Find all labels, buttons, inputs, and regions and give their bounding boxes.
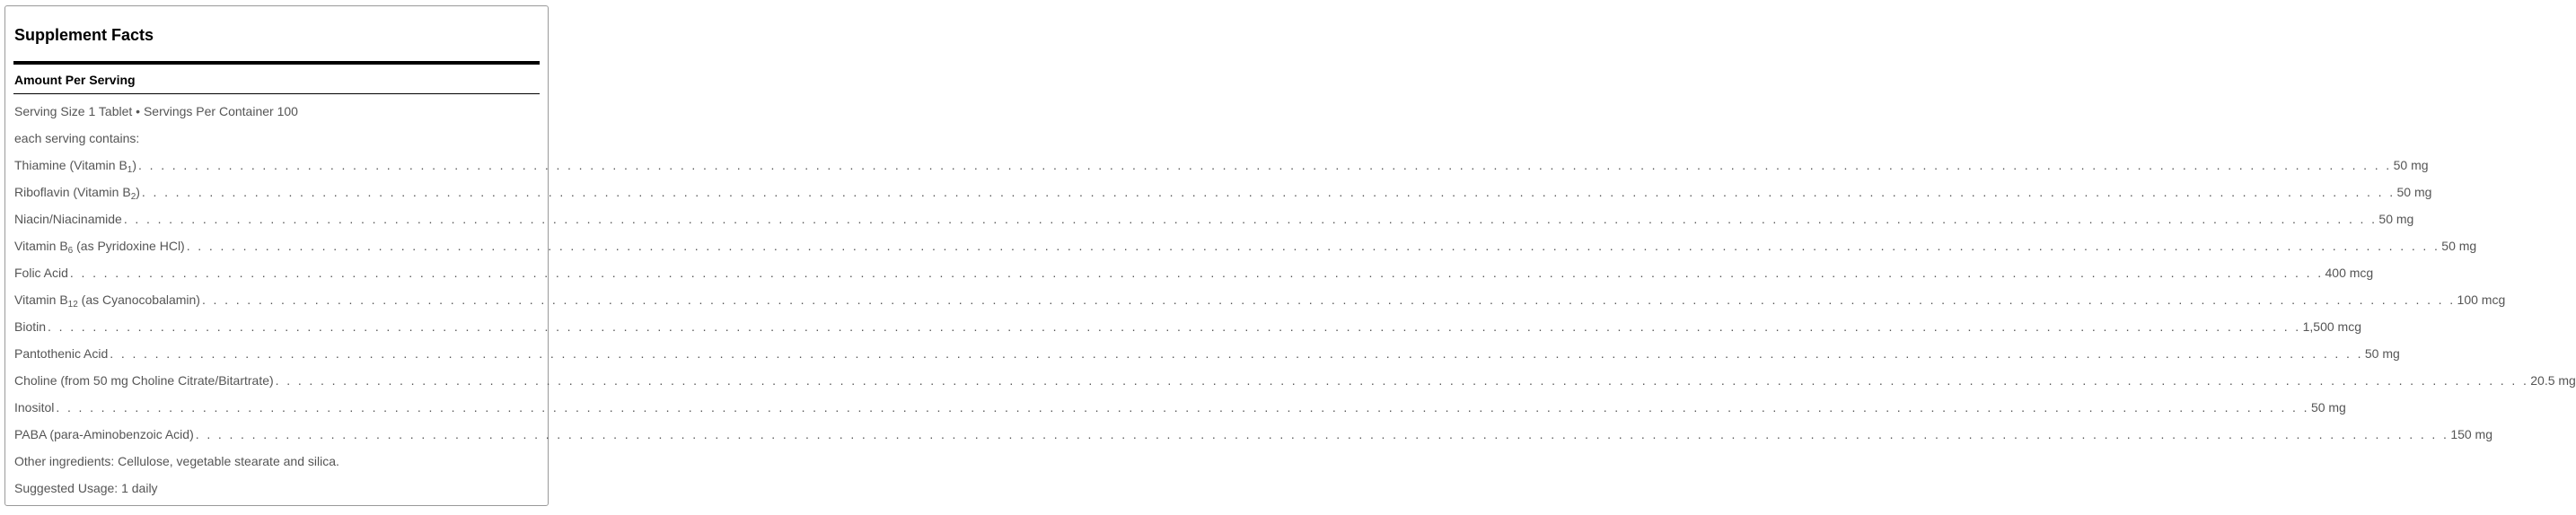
nutrient-name-text: Riboflavin (Vitamin B — [14, 185, 131, 199]
nutrient-name — [14, 319, 46, 334]
nutrient-name-suffix: (as Cyanocobalamin) — [77, 292, 200, 307]
dot-leader: . . . . . . . . . . . . . . . . . . . . . . . . . . . . . . . . . . . . . . . . . . . . . . . . . . . . . . . . . . . . . . . . . . . . . . . . . . . . . . . . . . . . . . . . . . . . . . . . . . . . . . . . . . . . . . . . . . . . . . . . . . . . . . . . . . . . . . . . . . . . . . . . . . . . . . . . . . . . . . . . . . . . . . . . . . . . . . . . . . . . . . . . . . . . . . . . . . . . . . . . — [123, 212, 2378, 226]
dot-leader: . . . . . . . . . . . . . . . . . . . . . . . . . . . . . . . . . . . . . . . . . . . . . . . . . . . . . . . . . . . . . . . . . . . . . . . . . . . . . . . . . . . . . . . . . . . . . . . . . . . . . . . . . . . . . . . . . . . . . . . . . . . . . . . . . . . . . . . . . . . . . . . . . . . . . . . . . . . . . . . . . . . . . . . . . . . . . . . . . . . . . . . . . . . . . . . . . . . . . . . . — [56, 400, 2309, 415]
nutrient-subscript: 1 — [127, 165, 133, 175]
nutrient-amount: 50 mg — [2310, 400, 2346, 415]
nutrient-subscript: 12 — [67, 300, 78, 310]
suggested-usage: Suggested Usage: 1 daily — [14, 481, 158, 495]
dot-leader: . . . . . . . . . . . . . . . . . . . . . . . . . . . . . . . . . . . . . . . . . . . . . . . . . . . . . . . . . . . . . . . . . . . . . . . . . . . . . . . . . . . . . . . . . . . . . . . . . . . . . . . . . . . . . . . . . . . . . . . . . . . . . . . . . . . . . . . . . . . . . . . . . . . . . . . . . . . . . . . . . . . . . . . . . . . . . . . . . . . . . . . . . . . . . . . . . . . . . . . . — [275, 373, 2529, 388]
nutrient-name-text: PABA (para-Aminobenzoic Acid) — [14, 427, 194, 441]
other-ingredients: Other ingredients: Cellulose, vegetable stearate and silica. — [14, 454, 339, 468]
nutrient-name-text: Biotin — [14, 319, 47, 334]
each-serving-label: each serving contains: — [14, 131, 140, 145]
nutrient-name — [14, 373, 274, 388]
nutrient-amount: 100 mcg — [2457, 292, 2506, 307]
dot-leader: . . . . . . . . . . . . . . . . . . . . . . . . . . . . . . . . . . . . . . . . . . . . . . . . . . . . . . . . . . . . . . . . . . . . . . . . . . . . . . . . . . . . . . . . . . . . . . . . . . . . . . . . . . . . . . . . . . . . . . . . . . . . . . . . . . . . . . . . . . . . . . . . . . . . . . . . . . . . . . . . . . . . . . . . . . . . . . . . . . . . . . . . . . . . . . . . . . . . . . . . — [110, 346, 2363, 361]
nutrient-name — [14, 266, 68, 280]
serving-info: Serving Size 1 Tablet • Servings Per Container 100 — [14, 104, 298, 118]
nutrient-row — [14, 289, 2506, 310]
nutrient-name — [14, 346, 108, 361]
thick-divider — [13, 61, 540, 65]
thin-divider — [13, 93, 540, 94]
nutrient-amount: 50 mg — [2396, 185, 2432, 199]
dot-leader: . . . . . . . . . . . . . . . . . . . . . . . . . . . . . . . . . . . . . . . . . . . . . . . . . . . . . . . . . . . . . . . . . . . . . . . . . . . . . . . . . . . . . . . . . . . . . . . . . . . . . . . . . . . . . . . . . . . . . . . . . . . . . . . . . . . . . . . . . . . . . . . . . . . . . . . . . . . . . . . . . . . . . . . . . . . . . . . . . . . . . . . . . . . . . . . . . . . . . . . . — [201, 292, 2456, 307]
dot-leader: . . . . . . . . . . . . . . . . . . . . . . . . . . . . . . . . . . . . . . . . . . . . . . . . . . . . . . . . . . . . . . . . . . . . . . . . . . . . . . . . . . . . . . . . . . . . . . . . . . . . . . . . . . . . . . . . . . . . . . . . . . . . . . . . . . . . . . . . . . . . . . . . . . . . . . . . . . . . . . . . . . . . . . . . . . . . . . . . . . . . . . . . . . . . . . . . . . . . . . . . — [186, 239, 2440, 253]
panel-title: Supplement Facts — [14, 26, 154, 44]
nutrient-name-text: Pantothenic Acid — [14, 346, 109, 361]
nutrient-amount: 400 mcg — [2325, 266, 2374, 280]
nutrient-name-suffix: (as Pyridoxine HCl) — [73, 239, 185, 253]
nutrient-name-text: Thiamine (Vitamin B — [14, 158, 127, 172]
nutrient-subscript: 2 — [130, 192, 136, 202]
nutrient-name — [14, 427, 194, 441]
nutrient-name — [14, 400, 54, 415]
section-heading: Amount Per Serving — [14, 73, 136, 87]
nutrient-row — [14, 154, 2429, 175]
nutrient-row — [14, 316, 2361, 334]
dot-leader: . . . . . . . . . . . . . . . . . . . . . . . . . . . . . . . . . . . . . . . . . . . . . . . . . . . . . . . . . . . . . . . . . . . . . . . . . . . . . . . . . . . . . . . . . . . . . . . . . . . . . . . . . . . . . . . . . . . . . . . . . . . . . . . . . . . . . . . . . . . . . . . . . . . . . . . . . . . . . . . . . . . . . . . . . . . . . . . . . . . . . . . . . . . . . . . . . . . . . . . . — [69, 266, 2324, 280]
nutrient-row — [14, 235, 2477, 256]
nutrient-name-text: Vitamin B — [14, 292, 68, 307]
dot-leader: . . . . . . . . . . . . . . . . . . . . . . . . . . . . . . . . . . . . . . . . . . . . . . . . . . . . . . . . . . . . . . . . . . . . . . . . . . . . . . . . . . . . . . . . . . . . . . . . . . . . . . . . . . . . . . . . . . . . . . . . . . . . . . . . . . . . . . . . . . . . . . . . . . . . . . . . . . . . . . . . . . . . . . . . . . . . . . . . . . . . . . . . . . . . . . . . . . . . . . . . — [141, 185, 2396, 199]
supplement-facts-panel — [4, 5, 2576, 506]
nutrient-row — [14, 181, 2432, 202]
nutrient-subscript: 6 — [67, 246, 74, 256]
nutrient-name — [14, 158, 137, 175]
nutrient-name-text: Folic Acid — [14, 266, 68, 280]
dot-leader: . . . . . . . . . . . . . . . . . . . . . . . . . . . . . . . . . . . . . . . . . . . . . . . . . . . . . . . . . . . . . . . . . . . . . . . . . . . . . . . . . . . . . . . . . . . . . . . . . . . . . . . . . . . . . . . . . . . . . . . . . . . . . . . . . . . . . . . . . . . . . . . . . . . . . . . . . . . . . . . . . . . . . . . . . . . . . . . . . . . . . . . . . . . . . . . . . . . . . . . . — [195, 427, 2449, 441]
nutrient-name-suffix: ) — [136, 185, 140, 199]
nutrient-name — [14, 292, 200, 310]
nutrient-name — [14, 185, 140, 202]
nutrient-name-text: Choline (from 50 mg Choline Citrate/Bitartrate) — [14, 373, 274, 388]
dot-leader: . . . . . . . . . . . . . . . . . . . . . . . . . . . . . . . . . . . . . . . . . . . . . . . . . . . . . . . . . . . . . . . . . . . . . . . . . . . . . . . . . . . . . . . . . . . . . . . . . . . . . . . . . . . . . . . . . . . . . . . . . . . . . . . . . . . . . . . . . . . . . . . . . . . . . . . . . . . . . . . . . . . . . . . . . . . . . . . . . . . . . . . . . . . . . . . . . . . . . . . . — [138, 158, 2392, 172]
nutrient-name — [14, 239, 185, 256]
nutrient-amount: 50 mg — [2378, 212, 2414, 226]
nutrient-name-text: Vitamin B — [14, 239, 68, 253]
nutrient-row — [14, 370, 2576, 388]
nutrient-amount: 50 mg — [2364, 346, 2400, 361]
nutrient-name-suffix: ) — [132, 158, 137, 172]
nutrient-row — [14, 397, 2346, 415]
nutrient-amount: 150 mg — [2450, 427, 2493, 441]
nutrient-name — [14, 212, 122, 226]
nutrient-row — [14, 262, 2374, 280]
nutrient-row — [14, 343, 2400, 361]
nutrient-amount: 20.5 mg — [2530, 373, 2576, 388]
nutrient-name-text: Inositol — [14, 400, 55, 415]
nutrient-row — [14, 208, 2414, 226]
nutrient-row — [14, 423, 2493, 441]
dot-leader: . . . . . . . . . . . . . . . . . . . . . . . . . . . . . . . . . . . . . . . . . . . . . . . . . . . . . . . . . . . . . . . . . . . . . . . . . . . . . . . . . . . . . . . . . . . . . . . . . . . . . . . . . . . . . . . . . . . . . . . . . . . . . . . . . . . . . . . . . . . . . . . . . . . . . . . . . . . . . . . . . . . . . . . . . . . . . . . . . . . . . . . . . . . . . . . . . . . . . . . . — [48, 319, 2301, 334]
nutrient-amount: 50 mg — [2441, 239, 2477, 253]
nutrient-amount: 1,500 mcg — [2302, 319, 2361, 334]
nutrient-name-text: Niacin/Niacinamide — [14, 212, 122, 226]
nutrient-amount: 50 mg — [2393, 158, 2429, 172]
